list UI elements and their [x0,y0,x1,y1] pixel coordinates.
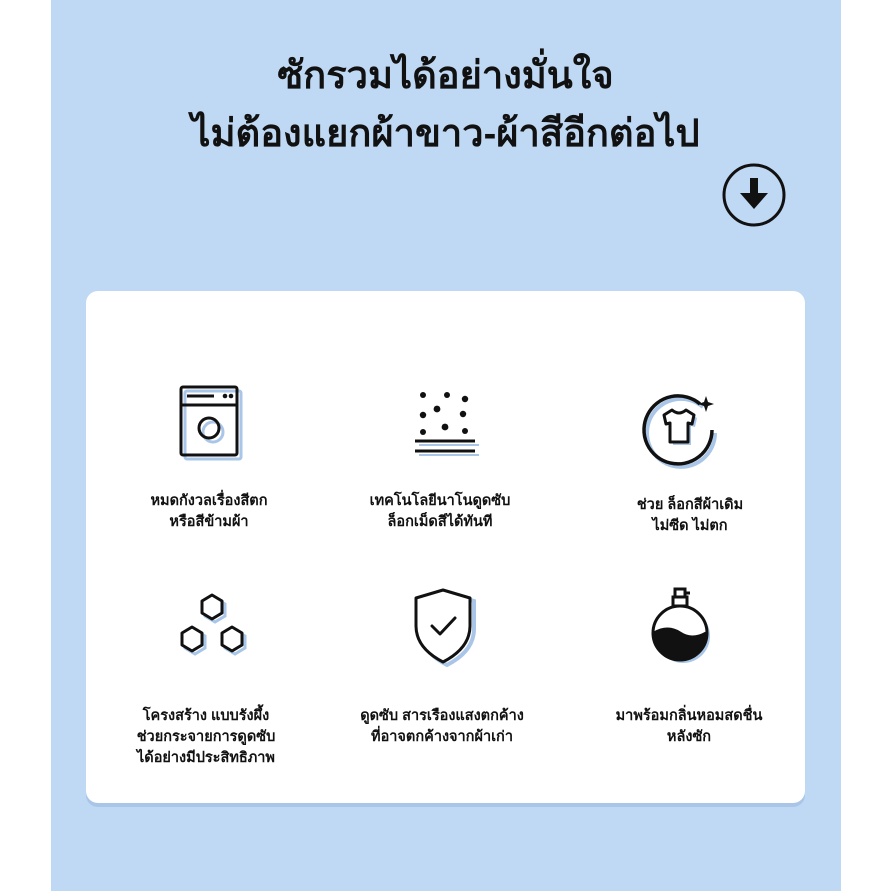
arrow-down-circle-icon [721,162,787,228]
feature-6-label: มาพร้อมกลิ่นหอมสดชื่น หลังซัก [615,708,763,745]
feature-1-label: หมดกังวลเรื่องสีตก หรือสีข้ามผ้า [150,493,268,530]
feature-3-label: ช่วย ล็อกสีผ้าเดิม ไม่ซีด ไม่ตก [636,497,744,534]
headline-line-2: ไม่ต้องแยกผ้าขาว-ผ้าสีอีกต่อไป [191,113,700,155]
feature-4-label: โครงสร้าง แบบรังผึ้ง ช่วยกระจายการดูดซับ ได้อย่างมีประสิทธิภาพ [136,708,276,766]
headline-line-1: ซักรวมได้อย่างมั่นใจ [277,55,614,97]
shirt-sparkle-icon [634,382,724,472]
honeycomb-icon [166,587,256,677]
scroll-down-button[interactable] [721,162,787,228]
perfume-bottle-icon [634,583,724,673]
washing-machine-icon [164,377,254,467]
feature-5-label: ดูดซับ สารเรืองแสงตกค้าง ที่อาจตกค้างจากผ้าเก่า [360,708,524,745]
particles-icon [399,377,489,467]
shield-check-icon [398,582,488,672]
feature-2-label: เทคโนโลยีนาโนดูดซับ ล็อกเม็ดสีได้ทันที [369,493,511,530]
